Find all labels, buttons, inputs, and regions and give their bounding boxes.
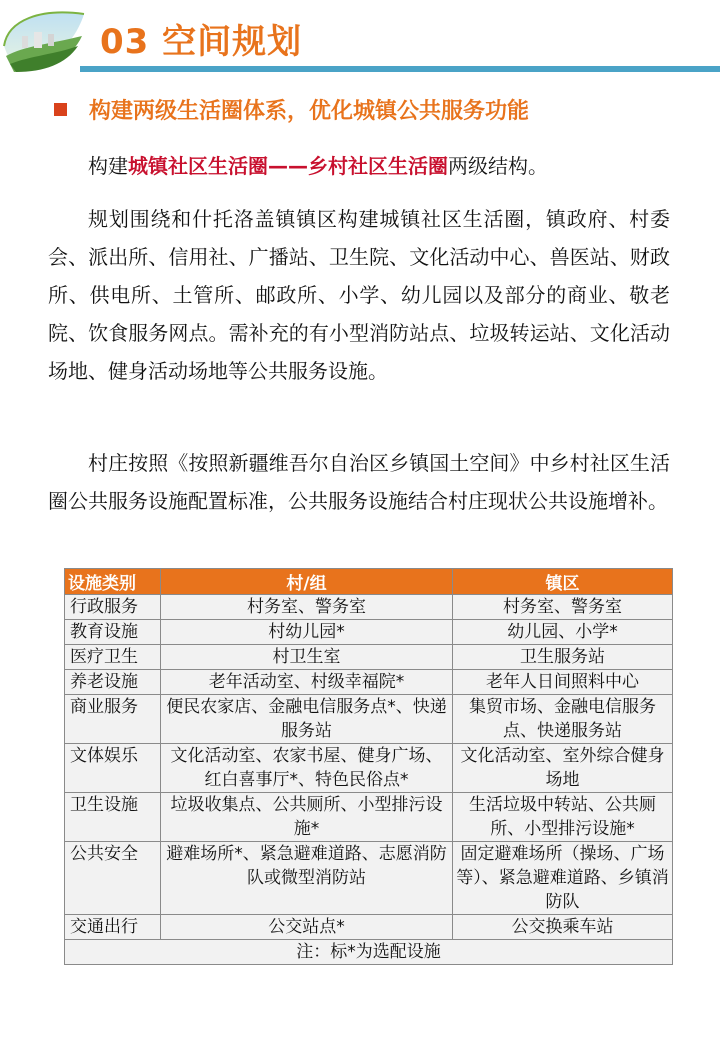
- bullet-square-icon: [54, 103, 67, 116]
- header-village: 村/组: [161, 569, 453, 595]
- cell-town: 文化活动室、室外综合健身场地: [453, 744, 673, 793]
- cell-category: 交通出行: [65, 915, 161, 940]
- cell-category: 养老设施: [65, 670, 161, 695]
- table-row: [65, 695, 673, 744]
- table-row: [65, 744, 673, 793]
- table-row: [65, 842, 673, 915]
- section-title: 构建两级生活圈体系，优化城镇公共服务功能: [89, 99, 530, 124]
- table-row: [65, 793, 673, 842]
- cell-village: 村幼儿园*: [161, 620, 453, 645]
- header-rule: [80, 66, 720, 72]
- paragraph-village: 村庄按照《按照新疆维吾尔自治区乡镇国土空间》中乡村社区生活圈公共服务设施配置标准，公共服务设施结合村庄现状公共设施增补。: [48, 451, 670, 513]
- cell-category: 卫生设施: [65, 793, 161, 842]
- intro-prefix: 构建: [88, 154, 128, 178]
- facility-table: [64, 568, 673, 965]
- table-note-row: [65, 940, 673, 965]
- cell-town: 生活垃圾中转站、公共厕所、小型排污设施*: [453, 793, 673, 842]
- table-row: [65, 645, 673, 670]
- table-row: [65, 670, 673, 695]
- cell-village: 公交站点*: [161, 915, 453, 940]
- cell-town: 卫生服务站: [453, 645, 673, 670]
- table-row: [65, 915, 673, 940]
- cell-category: 教育设施: [65, 620, 161, 645]
- cell-village: 避难场所*、紧急避难道路、志愿消防队或微型消防站: [161, 842, 453, 915]
- cell-category: 公共安全: [65, 842, 161, 915]
- intro-line: [88, 150, 548, 179]
- section-heading: [54, 94, 529, 125]
- intro-highlight: 城镇社区生活圈——乡村社区生活圈: [128, 154, 448, 178]
- cell-town: 公交换乘车站: [453, 915, 673, 940]
- cell-village: 垃圾收集点、公共厕所、小型排污设施*: [161, 793, 453, 842]
- cell-town: 老年人日间照料中心: [453, 670, 673, 695]
- table-row: [65, 620, 673, 645]
- cell-village: 便民农家店、金融电信服务点*、快递服务站: [161, 695, 453, 744]
- cell-town: 幼儿园、小学*: [453, 620, 673, 645]
- cell-category: 医疗卫生: [65, 645, 161, 670]
- intro-suffix: 两级结构。: [448, 154, 548, 178]
- cell-category: 文体娱乐: [65, 744, 161, 793]
- cell-village: 老年活动室、村级幸福院*: [161, 670, 453, 695]
- cell-town: 固定避难场所（操场、广场等）、紧急避难道路、乡镇消防队: [453, 842, 673, 915]
- header-landscape-icon: [0, 6, 88, 76]
- header-category: 设施类别: [65, 569, 161, 595]
- table-row: [65, 595, 673, 620]
- table-header-row: [65, 569, 673, 595]
- cell-category: 行政服务: [65, 595, 161, 620]
- cell-town: 集贸市场、金融电信服务点、快递服务站: [453, 695, 673, 744]
- cell-village: 文化活动室、农家书屋、健身广场、红白喜事厅*、特色民俗点*: [161, 744, 453, 793]
- cell-town: 村务室、警务室: [453, 595, 673, 620]
- cell-village: 村务室、警务室: [161, 595, 453, 620]
- paragraph-town: 规划围绕和什托洛盖镇镇区构建城镇社区生活圈，镇政府、村委会、派出所、信用社、广播站、卫生院、文化活动中心、兽医站、财政所、供电所、土管所、邮政所、小学、幼儿园以及部分的商业、敬老院、饮食服务网点。需补充的有小型消防站点、垃圾转运站、文化活动场地、健身活动场地等公共服务设施。: [48, 207, 670, 383]
- header-town: 镇区: [453, 569, 673, 595]
- page-title: 03 空间规划: [100, 22, 303, 62]
- cell-category: 商业服务: [65, 695, 161, 744]
- table-note: 注：标*为选配设施: [65, 940, 673, 965]
- cell-village: 村卫生室: [161, 645, 453, 670]
